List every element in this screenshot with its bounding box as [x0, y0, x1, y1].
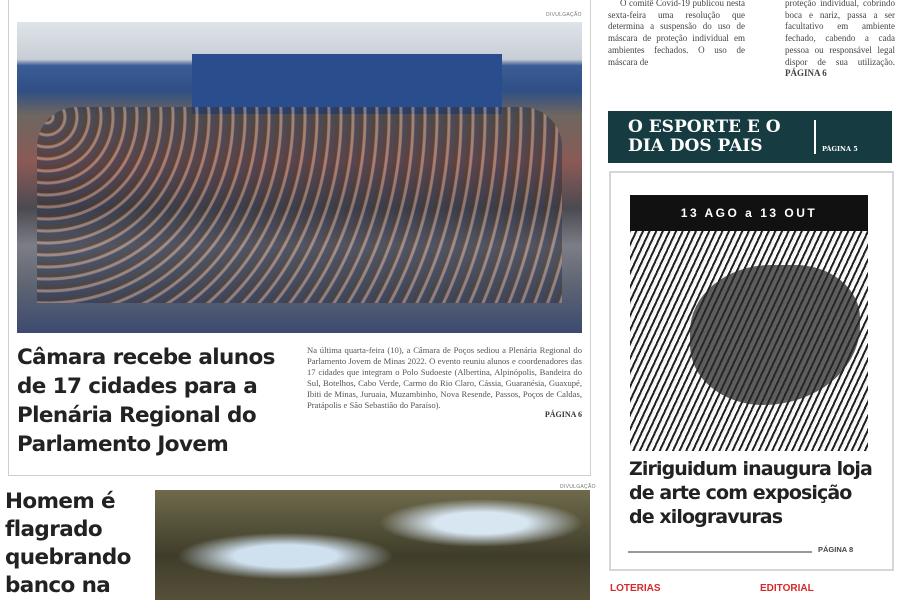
- woodcut-poster[interactable]: [630, 195, 868, 451]
- banner-title: O ESPORTE E O DIA DOS PAIS: [628, 117, 781, 156]
- covid-col-2-text: proteção individual, cobrindo boca e nariz, passa a ser facultativo em ambiente fechado, cabendo a cada pessoa ou responsável legal dispor de sua utilização.: [785, 0, 895, 67]
- section-editorial[interactable]: EDITORIAL: [760, 583, 814, 594]
- covid-col-2: [785, 0, 895, 80]
- section-loterias[interactable]: LOTERIAS: [610, 583, 661, 594]
- art-story-headline[interactable]: Ziriguidum inaugura loja de arte com exposição de xilogravuras: [629, 458, 872, 528]
- main-story-page[interactable]: PÁGINA 6: [544, 410, 582, 420]
- photo-credit: DIVULGAÇÃO: [546, 12, 582, 18]
- second-story-headline[interactable]: Homem é flagrado quebrando banco na: [5, 489, 131, 598]
- covid-page[interactable]: PÁGINA 6: [785, 68, 827, 79]
- main-story-photo[interactable]: [17, 22, 582, 333]
- main-story-text: Na última quarta-feira (10), a Câmara de Poços sediou a Plenária Regional do Parlamento Jovem de Minas 2022. O evento reuniu alunos e coordenadores das 17 cidades que integram o Polo Sudoeste (Albertina, Alpinópolis, Bandeira do Sul, Botelhos, Cabo Verde, Carmo do Rio Claro, Cássia, Guaranésia, Guaxupé, Ibiti de Minas, Juruaia, Muzambinho, Nova Resende, Passos, Poços de Caldas, Pratápolis e São Sebastião do Paraíso).: [307, 345, 582, 410]
- photo-screen: [192, 54, 502, 114]
- tree-photo[interactable]: [155, 490, 590, 600]
- banner-page: PÁGINA 5: [822, 145, 858, 153]
- art-story-page[interactable]: PÁGINA 8: [818, 545, 854, 554]
- poster-dates: 13 AGO a 13 OUT: [630, 195, 868, 231]
- photo-crowd: [37, 107, 562, 303]
- divider-rule: [628, 551, 812, 553]
- covid-col-1: O comitê Covid-19 publicou nesta sexta-feira uma resolução que determina a suspensão do uso de máscara de proteção individual em ambientes fechados. O uso de máscara de: [608, 0, 745, 67]
- main-story-headline[interactable]: Câmara recebe alunos de 17 cidades para a Plenária Regional do Parlamento Jovem: [17, 345, 275, 457]
- banner-divider: [814, 120, 816, 154]
- sports-banner[interactable]: [608, 111, 892, 163]
- main-story-body: [307, 345, 582, 421]
- photo-credit-2: DIVULGAÇÃO: [560, 484, 596, 490]
- woodcut-figure: [690, 265, 860, 405]
